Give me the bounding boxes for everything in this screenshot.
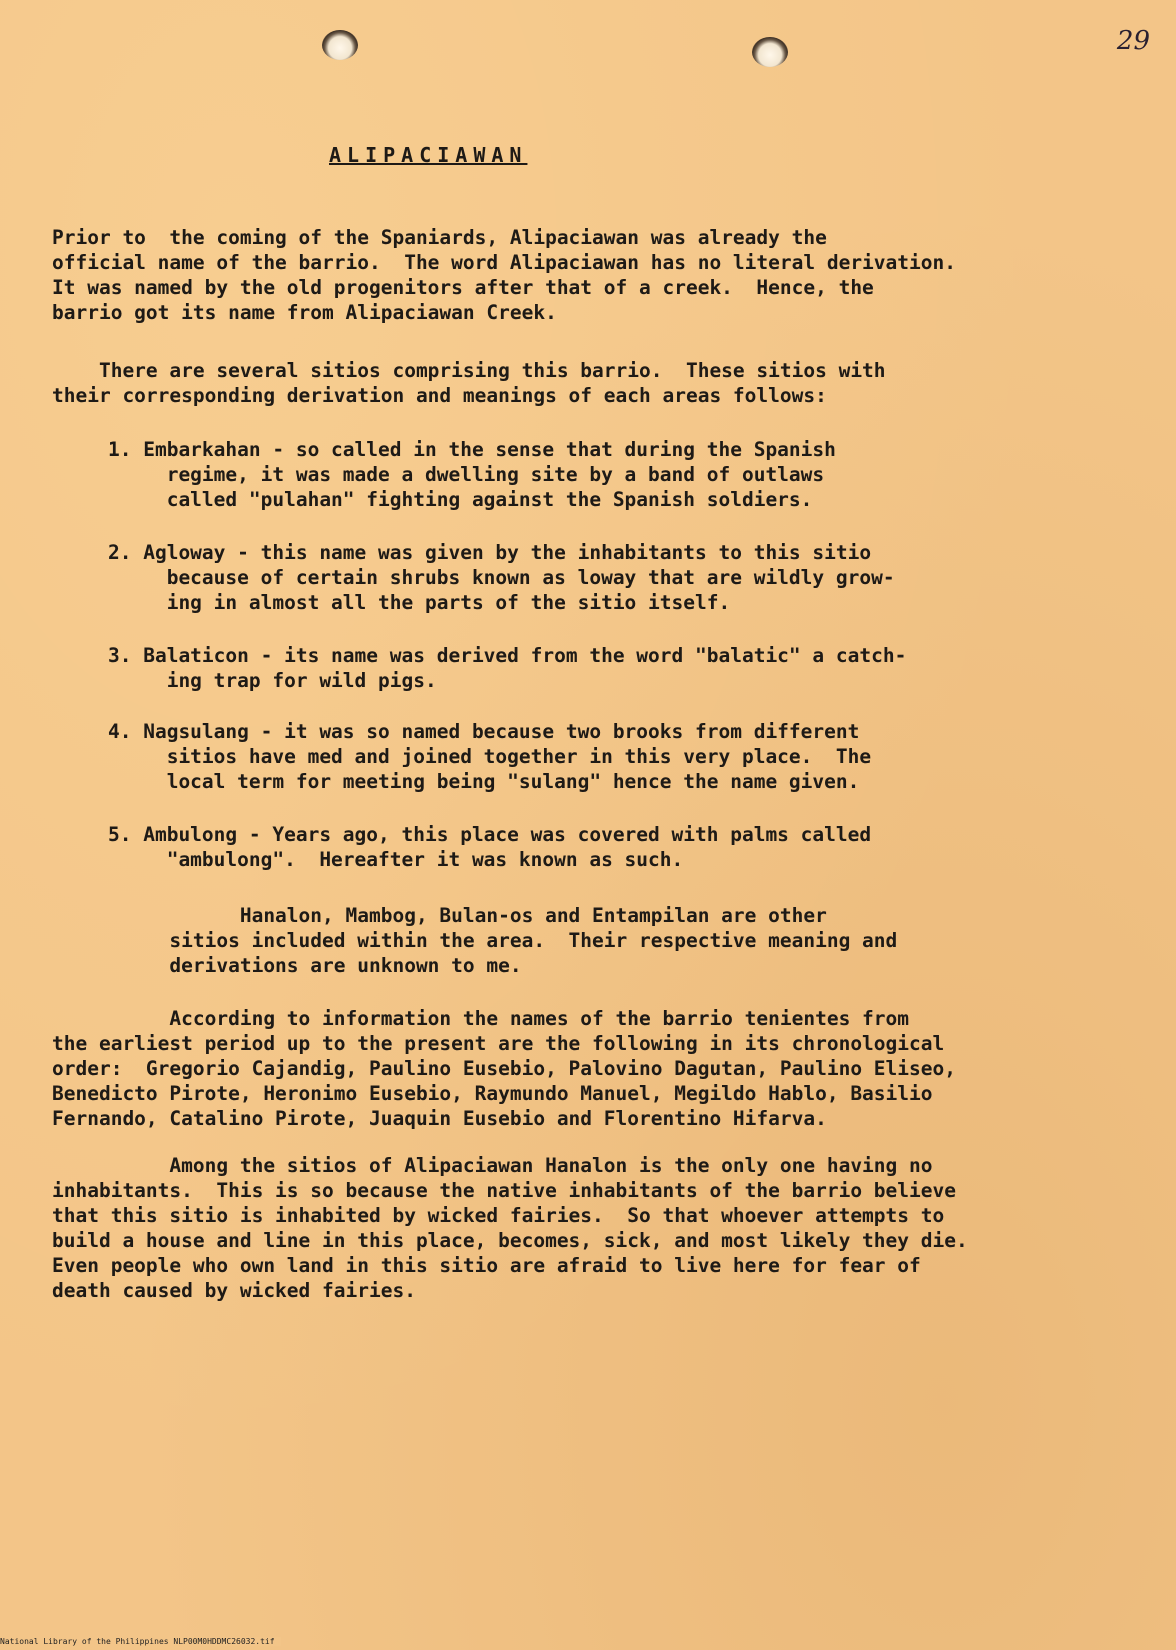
list-item-agloway: 2. Agloway - this name was given by the inhabitants to this sitio because of certain shrubs known as loway that are wildly grow- ing in almost all the parts of the sitio itself. — [108, 541, 895, 614]
list-item-balaticon: 3. Balaticon - its name was derived from the word "balatic" a catch- ing trap for wild pigs. — [108, 644, 907, 692]
list-item-ambulong: 5. Ambulong - Years ago, this place was covered with palms called "ambulong". Hereafter it was known as such. — [108, 823, 872, 871]
paragraph-origin: Prior to the coming of the Spaniards, Alipaciawan was already the official name of the barrio. The word Alipaciawan has no literal derivation. It was named by the old progenitors after that of a creek. Hence, the barrio got its name from Alipaciawan Creek. — [52, 226, 956, 324]
list-item-nagsulang: 4. Nagsulang - it was so named because two brooks from different sitios have med and joined together in this very place. The local term for meeting being "sulang" hence the name given. — [108, 720, 872, 793]
archive-footer-stamp: National Library of the Philippines NLP00M0HDDMC26032.tif — [0, 1637, 281, 1646]
paragraph-other-sitios: Hanalon, Mambog, Bulan-os and Entampilan are other sitios included within the area. Their respective meaning and derivations are unknown to me. — [169, 904, 898, 977]
list-item-embarkahan: 1. Embarkahan - so called in the sense that during the Spanish regime, it was made a dwelling site by a band of outlaws called "pulahan" fighting against the Spanish soldiers. — [108, 438, 836, 511]
page-number: 29 — [1116, 26, 1150, 56]
punch-hole-right — [752, 37, 788, 67]
document-title: ALIPACIAWAN — [329, 143, 528, 167]
punch-hole-left — [322, 30, 358, 60]
paragraph-tenientes: According to information the names of the barrio tenientes from the earliest period up to the present are the following in its chronological order: Gregorio Cajandig, Paulino Eusebio, Palovino Dagutan, Paulino Eliseo, Benedicto Pirote, Heronimo Eusebio, Raymundo Manuel, Megildo Hablo, Basilio Fernando, Catalino Pirote, Juaquin Eusebio and Florentino Hifarva. — [52, 1007, 956, 1130]
paragraph-hanalon: Among the sitios of Alipaciawan Hanalon is the only one having no inhabitants. This is so because the native inhabitants of the barrio believe that this sitio is inhabited by wicked fairies. So that whoever attempts to build a house and line in this place, becomes, sick, and most likely they die. Even people who own land in this sitio are afraid to live here for fear of death caused by wicked fairies. — [52, 1154, 968, 1302]
paragraph-sitios-intro: There are several sitios comprising this barrio. These sitios with their corresponding derivation and meanings of each areas follows: — [52, 359, 886, 407]
